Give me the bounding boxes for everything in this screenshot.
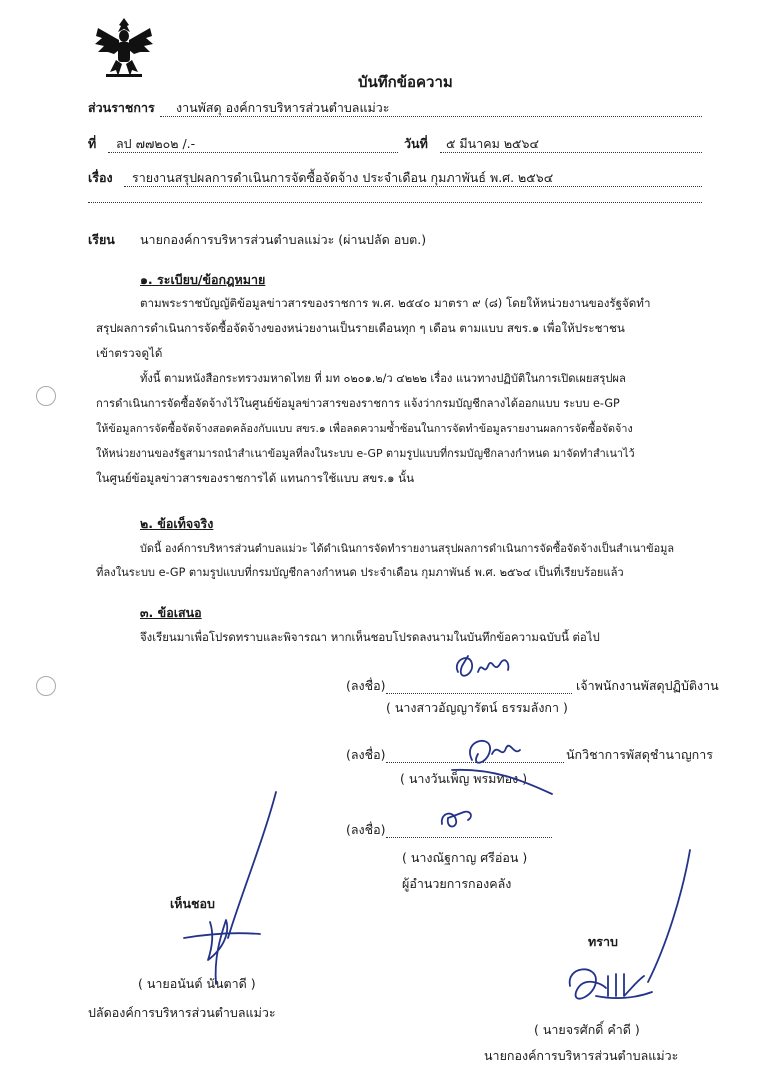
punch-hole	[36, 676, 56, 696]
to-value: นายกองค์การบริหารส่วนตำบลแม่วะ (ผ่านปลัด อบต.)	[140, 232, 427, 247]
date-value: ๕ มีนาคม ๒๕๖๔	[446, 136, 539, 151]
subject-label: เรื่อง	[88, 170, 113, 185]
date-dotted-line	[440, 152, 702, 153]
section-1-line: ตามพระราชบัญญัติข้อมูลข่าวสารของราชการ พ.ศ. ๒๕๔๐ มาตรา ๙ (๘) โดยให้หน่วยงานของรัฐจัดทำ	[140, 296, 651, 310]
dept-value: งานพัสดุ องค์การบริหารส่วนตำบลแม่วะ	[176, 100, 390, 115]
section-3-line: จึงเรียนมาเพื่อโปรดทราบและพิจารณา หากเห็นชอบโปรดลงนามในบันทึกข้อความฉบับนี้ ต่อไป	[140, 630, 600, 644]
ref-dotted-line	[108, 152, 398, 153]
approve-position: ปลัดองค์การบริหารส่วนตำบลแม่วะ	[88, 1005, 276, 1020]
dept-dotted-line	[160, 116, 702, 117]
subject-dotted-line	[124, 186, 702, 187]
garuda-emblem-icon	[92, 14, 156, 80]
sig1-dotted-line	[386, 693, 572, 694]
signature-2-icon	[432, 720, 562, 800]
section-1-line: ให้หน่วยงานของรัฐสามารถนำสำเนาข้อมูลที่ลงในระบบ e-GP ตามรูปแบบที่กรมบัญชีกลางกำหนด มาจัดทำสำเนาไว้	[96, 447, 635, 460]
section-1-line: สรุปผลการดำเนินการจัดซื้อจัดจ้างของหน่วยงานเป็นรายเดือนทุก ๆ เดือน ตามแบบ สขร.๑ เพื่อให้ประชาชน	[96, 321, 625, 335]
separator-dotted-line	[88, 202, 702, 203]
sig2-name: ( นางวันเพ็ญ พรมทอง )	[400, 771, 528, 786]
dept-label: ส่วนราชการ	[88, 100, 155, 115]
sig3-dotted-line	[386, 837, 552, 838]
ref-value: ลป ๗๗๒๐๒ /.-	[116, 136, 196, 151]
signature-3-icon	[434, 800, 484, 836]
ack-name: ( นายจรศักดิ์ คำดี )	[534, 1022, 640, 1037]
section-1-line: ทั้งนี้ ตามหนังสือกระทรวงมหาดไทย ที่ มท ๐๒๐๑.๒/ว ๔๒๒๒ เรื่อง แนวทางปฏิบัติในการเปิดเผยสรุปผล	[140, 372, 626, 385]
to-label: เรียน	[88, 232, 115, 247]
section-1-heading: ๑. ระเบียบ/ข้อกฎหมาย	[140, 272, 266, 287]
sig2-position: นักวิชาการพัสดุชำนาญการ	[566, 747, 713, 762]
sig1-name: ( นางสาวอัญญารัตน์ ธรรมลังกา )	[386, 700, 568, 715]
section-2-line: ที่ลงในระบบ e-GP ตามรูปแบบที่กรมบัญชีกลางกำหนด ประจำเดือน กุมภาพันธ์ พ.ศ. ๒๕๖๔ เป็นที่เรียบร้อยแล้ว	[96, 566, 624, 579]
signature-ack-icon	[556, 846, 706, 1016]
section-3-heading: ๓. ข้อเสนอ	[140, 605, 202, 620]
section-1-line: เข้าตรวจดูได้	[96, 346, 163, 360]
sig3-position: ผู้อำนวยการกองคลัง	[402, 876, 512, 891]
subject-value: รายงานสรุปผลการดำเนินการจัดซื้อจัดจ้าง ประจำเดือน กุมภาพันธ์ พ.ศ. ๒๕๖๔	[132, 170, 554, 185]
sig3-name: ( นางณัฐกาญ ศรีอ่อน )	[402, 850, 528, 865]
ref-label: ที่	[88, 136, 97, 151]
sig2-sign-label: (ลงชื่อ)	[346, 747, 386, 762]
section-2-line: บัดนี้ องค์การบริหารส่วนตำบลแม่วะ ได้ดำเนินการจัดทำรายงานสรุปผลการดำเนินการจัดซื้อจัดจ้างเป็นสำเนาข้อมูล	[140, 542, 674, 555]
approve-name: ( นายอนันต์ นันตาดี )	[138, 976, 256, 991]
ack-label: ทราบ	[588, 934, 618, 949]
section-1-line: การดำเนินการจัดซื้อจัดจ้างไว้ในศูนย์ข้อมูลข่าวสารของราชการ แจ้งว่ากรมบัญชีกลางได้ออกแบบ ระบบ e-GP	[96, 397, 620, 410]
signature-1-icon	[448, 642, 518, 692]
date-label: วันที่	[404, 136, 428, 151]
section-2-heading: ๒. ข้อเท็จจริง	[140, 516, 214, 531]
signature-approve-icon	[168, 788, 288, 998]
section-1-line: ให้ข้อมูลการจัดซื้อจัดจ้างสอดคล้องกับแบบ สขร.๑ เพื่อลดความซ้ำซ้อนในการจัดทำข้อมูลรายงานผลการจัดซื้อจัดจ้าง	[96, 422, 633, 435]
sig1-position: เจ้าพนักงานพัสดุปฏิบัติงาน	[576, 678, 719, 693]
sig3-sign-label: (ลงชื่อ)	[346, 822, 386, 837]
sig1-sign-label: (ลงชื่อ)	[346, 678, 386, 693]
punch-hole	[36, 386, 56, 406]
section-1-line: ในศูนย์ข้อมูลข่าวสารของราชการได้ แทนการใช้แบบ สขร.๑ นั้น	[96, 471, 415, 485]
ack-position: นายกองค์การบริหารส่วนตำบลแม่วะ	[484, 1048, 679, 1063]
approve-label: เห็นชอบ	[170, 896, 215, 911]
memo-title: บันทึกข้อความ	[358, 73, 453, 91]
